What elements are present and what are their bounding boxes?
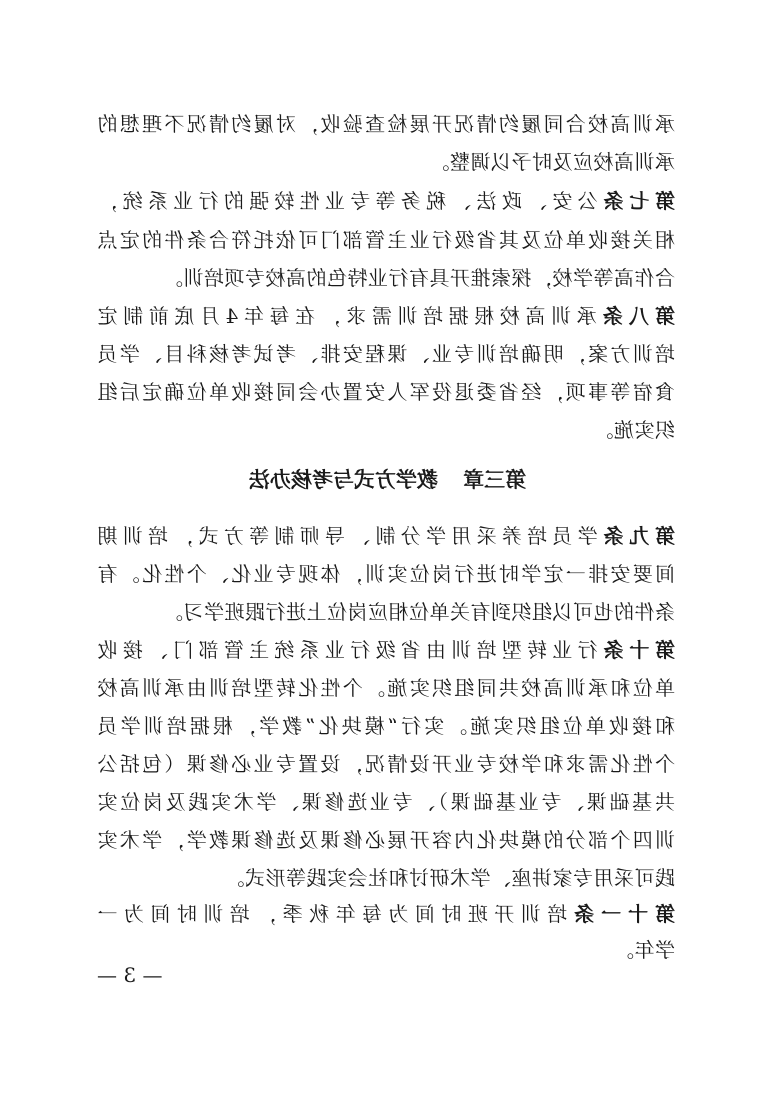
body-line: 条件的也可以组织到有关单位相应岗位上进行跟班学习。 xyxy=(162,600,675,624)
article-8-text: 承训高校根据培训需求，在每年4月底前制定 xyxy=(97,304,597,328)
body-line: 培训方案，明确培训专业、课程安排、考试考核科目、学员 xyxy=(97,342,675,366)
article-7-label: 第七条 xyxy=(597,189,675,213)
body-line: 和接收单位组织实施。实行“模块化”教学，根据培训学员 xyxy=(97,714,675,738)
article-8-label: 第八条 xyxy=(596,304,675,328)
article-9-first-line xyxy=(97,518,675,554)
chapter-heading: 第三章 教学方式与考核办法 xyxy=(248,468,527,492)
body-line: 践可采用专家讲座、学术研讨和社会实践等形式。 xyxy=(224,866,675,890)
body-line: 训四个部分的模块化内容开展必修课及选修课教学，学术实 xyxy=(97,828,675,852)
article-10-label: 第十条 xyxy=(597,638,675,662)
article-11-text: 培训开班时间为每年秋季，培训时间为一 xyxy=(97,902,568,926)
body-line: 承训高校应及时予以调整。 xyxy=(429,150,675,174)
body-line: 织实施。 xyxy=(593,418,675,442)
article-10-text: 行业转型培训由省级行业系统主管部门、接收 xyxy=(97,638,598,662)
body-line: 学年。 xyxy=(613,938,675,962)
body-line: 相关接收单位及其省级行业主管部门可依托符合条件的定点 xyxy=(97,228,675,252)
article-9-text: 学员培养采用学分制、导师制等方式，培训期 xyxy=(97,524,598,548)
body-line: 共基础课、专业基础课）、专业选修课、学术实践及岗位实 xyxy=(97,790,675,814)
body-line: 承训高校合同履约情况开展检查验收，对履约情况不理想的 xyxy=(97,112,675,136)
body-line: 个性化需求和学校专业开设情况，设置专业必修课（包括公 xyxy=(97,752,675,776)
body-line: 合作高等学校，探索推开具有行业特色的高校专项培训。 xyxy=(162,266,675,290)
body-line: 食宿等事项，经省委退役军人安置办会同接收单位确定后组 xyxy=(97,380,675,404)
body-line: 单位和承训高校共同组织实施。个性化转型培训由承训高校 xyxy=(97,676,675,700)
article-9-label: 第九条 xyxy=(597,524,675,548)
article-7-text: 公安、政法、税务等专业性较强的行业系统， xyxy=(97,189,598,213)
article-7-first-line xyxy=(97,183,675,219)
body-line: 间要安排一定学时进行岗位实训，体现专业化、个性化。有 xyxy=(97,562,675,586)
article-8-first-line xyxy=(97,298,675,334)
article-11-first-line xyxy=(97,896,675,932)
article-11-label: 第十一条 xyxy=(567,902,675,926)
article-10-first-line xyxy=(97,632,675,668)
page-number: — 3 — xyxy=(97,963,163,987)
